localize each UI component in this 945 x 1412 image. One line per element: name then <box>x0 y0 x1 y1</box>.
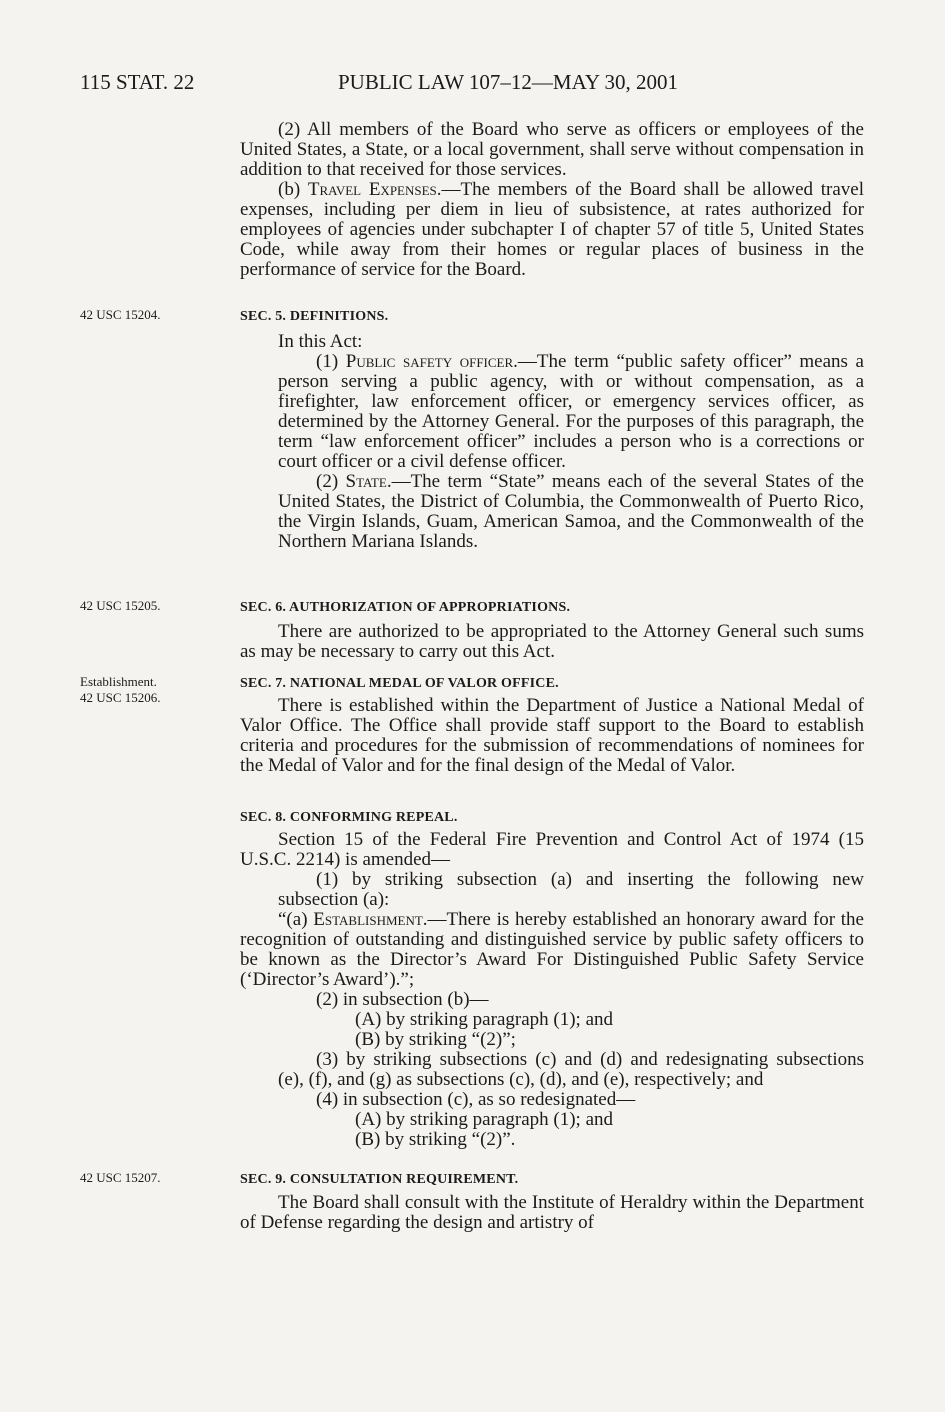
text-block-definitions <box>240 332 864 552</box>
margin-note-usc-15206: 42 USC 15206. <box>80 690 161 705</box>
paragraph-text: .—There is hereby established an honorary award for the recognition of outstanding and distinguished service by public safety officers to be known as the Director’s Award For Distinguished Public Safety Service (‘Director’s Award’).”; <box>240 909 864 990</box>
paragraph-item-2b: (B) by striking “(2)”; <box>355 1029 516 1050</box>
text-block-consultation <box>240 1193 864 1233</box>
paragraph-item-1: (1) by striking subsection (a) and inserting the following new subsection (a): <box>278 869 864 910</box>
section-6-heading-wrap <box>240 598 864 618</box>
paragraph-item-4a: (A) by striking paragraph (1); and <box>355 1109 614 1130</box>
text-block-appropriations <box>240 622 864 662</box>
paragraph-item-4: (4) in subsection (c), as so redesignated— <box>316 1089 636 1110</box>
text-block-medal-office <box>240 696 864 776</box>
section-heading: SEC. 6. AUTHORIZATION OF APPROPRIATIONS. <box>240 600 571 615</box>
paragraph-medal-office: There is established within the Department of Justice a National Medal of Valor Office. The Office shall provide staff support to the Board to establish criteria and procedures for the submission of recommendations of nominees for the Medal of Valor and for the final design of the Medal of Valor. <box>240 695 864 776</box>
paragraph-establishment-quote <box>240 910 864 990</box>
section-5-heading-wrap <box>240 307 864 327</box>
paragraph-consultation: The Board shall consult with the Institute of Heraldry within the Department of Defense regarding the design and artistry of <box>240 1192 864 1233</box>
paragraph-label: (b) <box>278 179 308 200</box>
term-heading: Public safety officer <box>345 351 514 372</box>
running-header: PUBLIC LAW 107–12—MAY 30, 2001 <box>338 70 678 94</box>
margin-note-usc-15204: 42 USC 15204. <box>80 307 161 322</box>
paragraph-state <box>240 472 864 552</box>
margin-note-usc-15207: 42 USC 15207. <box>80 1170 161 1185</box>
paragraph-item-2a: (A) by striking paragraph (1); and <box>355 1009 614 1030</box>
paragraph-travel-expenses <box>240 180 864 280</box>
section-heading: SEC. 5. DEFINITIONS. <box>240 309 389 324</box>
text-block-top <box>240 120 864 280</box>
section-heading: SEC. 7. NATIONAL MEDAL OF VALOR OFFICE. <box>240 676 559 691</box>
text-block-conforming-repeal <box>240 830 864 1150</box>
margin-note-usc-15205: 42 USC 15205. <box>80 598 161 613</box>
paragraph-text: .—The members of the Board shall be allowed travel expenses, including per diem in lieu of subsistence, at rates authorized for employees of agencies under subchapter I of chapter 57 of title 5, United States Code, while away from their homes or regular places of business in the performance of service for the Board. <box>240 179 865 280</box>
paragraph-amendment-intro: Section 15 of the Federal Fire Prevention and Control Act of 1974 (15 U.S.C. 2214) is amended— <box>240 829 864 870</box>
paragraph-label: (1) <box>316 351 346 372</box>
term-heading: State <box>345 471 387 492</box>
paragraph-item-3: (3) by striking subsections (c) and (d) and redesignating subsections (e), (f), and (g) as subsections (c), (d), and (e), respectively; and <box>278 1049 864 1090</box>
section-9-heading-wrap <box>240 1170 864 1190</box>
paragraph-text: .—The term “State” means each of the several States of the United States, the District of Columbia, the Commonwealth of Puerto Rico, the Virgin Islands, Guam, American Samoa, and the Commonwealth of the Northern Mariana Islands. <box>278 471 864 552</box>
subsection-heading: Establishment <box>313 909 423 930</box>
paragraph-item-4b: (B) by striking “(2)”. <box>355 1129 516 1150</box>
paragraph-label: (2) <box>316 471 346 492</box>
paragraph-label: “(a) <box>278 909 314 930</box>
paragraph-appropriations: There are authorized to be appropriated to the Attorney General such sums as may be necessary to carry out this Act. <box>240 621 864 662</box>
margin-note-establishment: Establishment. <box>80 674 157 689</box>
paragraph-text: .—The term “public safety officer” means a person serving a public agency, with or without compensation, as a firefighter, law enforcement officer, or emergency services officer, as determined by the Attorney General. For the purposes of this paragraph, the term “law enforcement officer” includes a person who is a corrections or court officer or a civil defense officer. <box>278 351 864 472</box>
section-7-heading-wrap <box>240 674 864 694</box>
section-heading: SEC. 9. CONSULTATION REQUIREMENT. <box>240 1172 519 1187</box>
paragraph-public-safety-officer <box>240 352 864 472</box>
section-8-heading-wrap <box>240 808 864 828</box>
section-heading: SEC. 8. CONFORMING REPEAL. <box>240 810 458 825</box>
paragraph-compensation: (2) All members of the Board who serve as officers or employees of the United States, a State, or a local government, shall serve without compensation in addition to that received for those services. <box>240 119 864 180</box>
statute-page-number: 115 STAT. 22 <box>80 70 195 94</box>
paragraph-item-2: (2) in subsection (b)— <box>316 989 489 1010</box>
subsection-heading: Travel Expenses <box>307 179 437 200</box>
paragraph-intro: In this Act: <box>278 331 363 352</box>
